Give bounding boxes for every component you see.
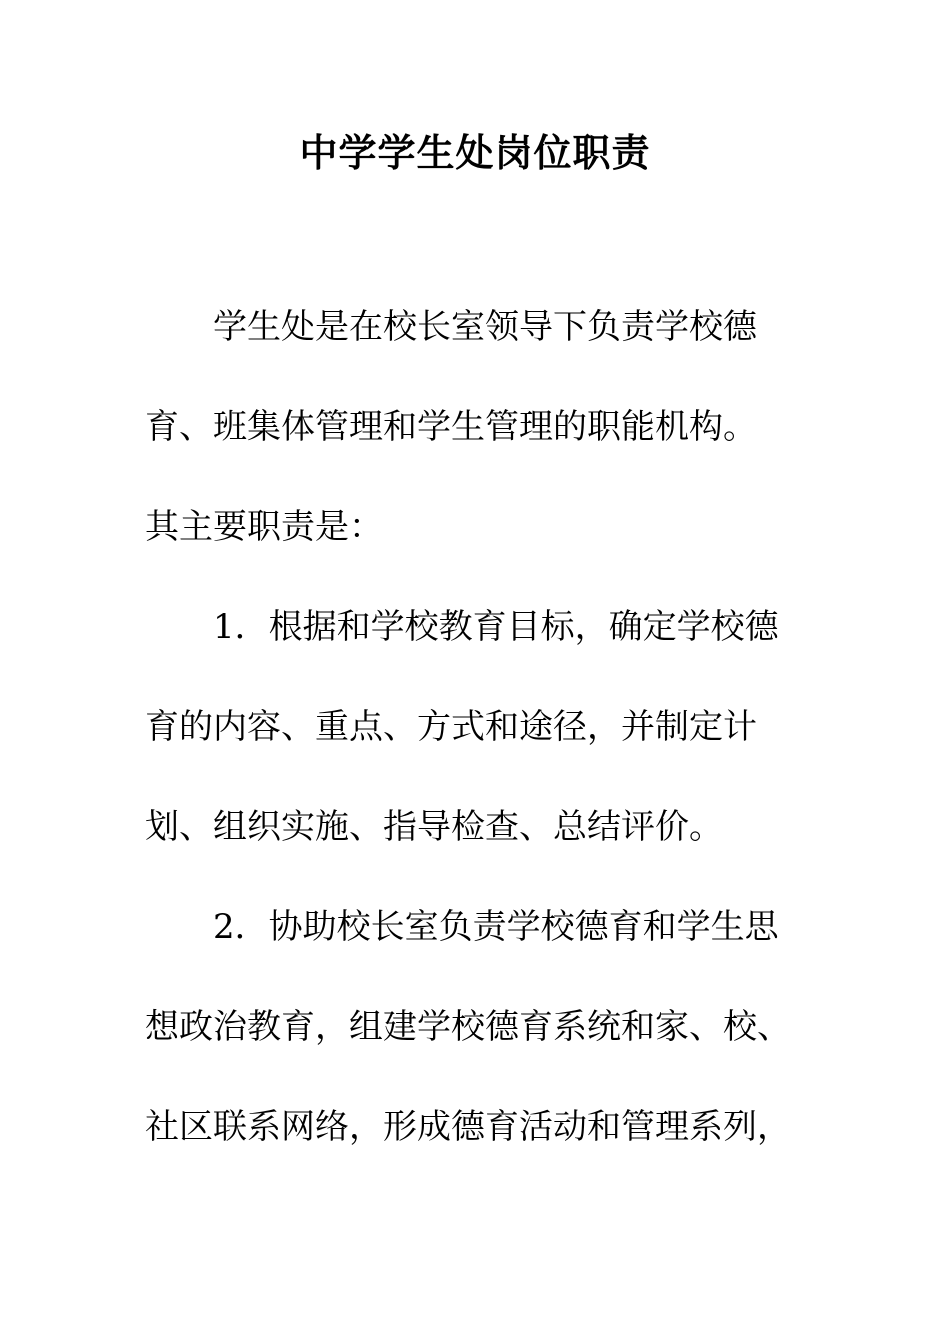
item-2-line-3: 社区联系网络，形成德育活动和管理系列， — [145, 1107, 791, 1147]
paragraph-intro-line-1: 学生处是在校长室领导下负责学校德 — [213, 307, 757, 347]
item-1-line-2: 育的内容、重点、方式和途径，并制定计 — [145, 707, 757, 747]
paragraph-intro-line-3: 其主要职责是： — [145, 507, 383, 547]
paragraph-intro-line-2: 育、班集体管理和学生管理的职能机构。 — [145, 407, 757, 447]
item-1-line-1: 1．根据和学校教育目标，确定学校德 — [213, 607, 779, 647]
item-2-line-1: 2．协助校长室负责学校德育和学生思 — [213, 907, 779, 947]
item-1-line-3: 划、组织实施、指导检查、总结评价。 — [145, 807, 723, 847]
item-2-line-2: 想政治教育，组建学校德育系统和家、校、 — [145, 1007, 791, 1047]
document-title: 中学学生处岗位职责 — [299, 131, 651, 175]
